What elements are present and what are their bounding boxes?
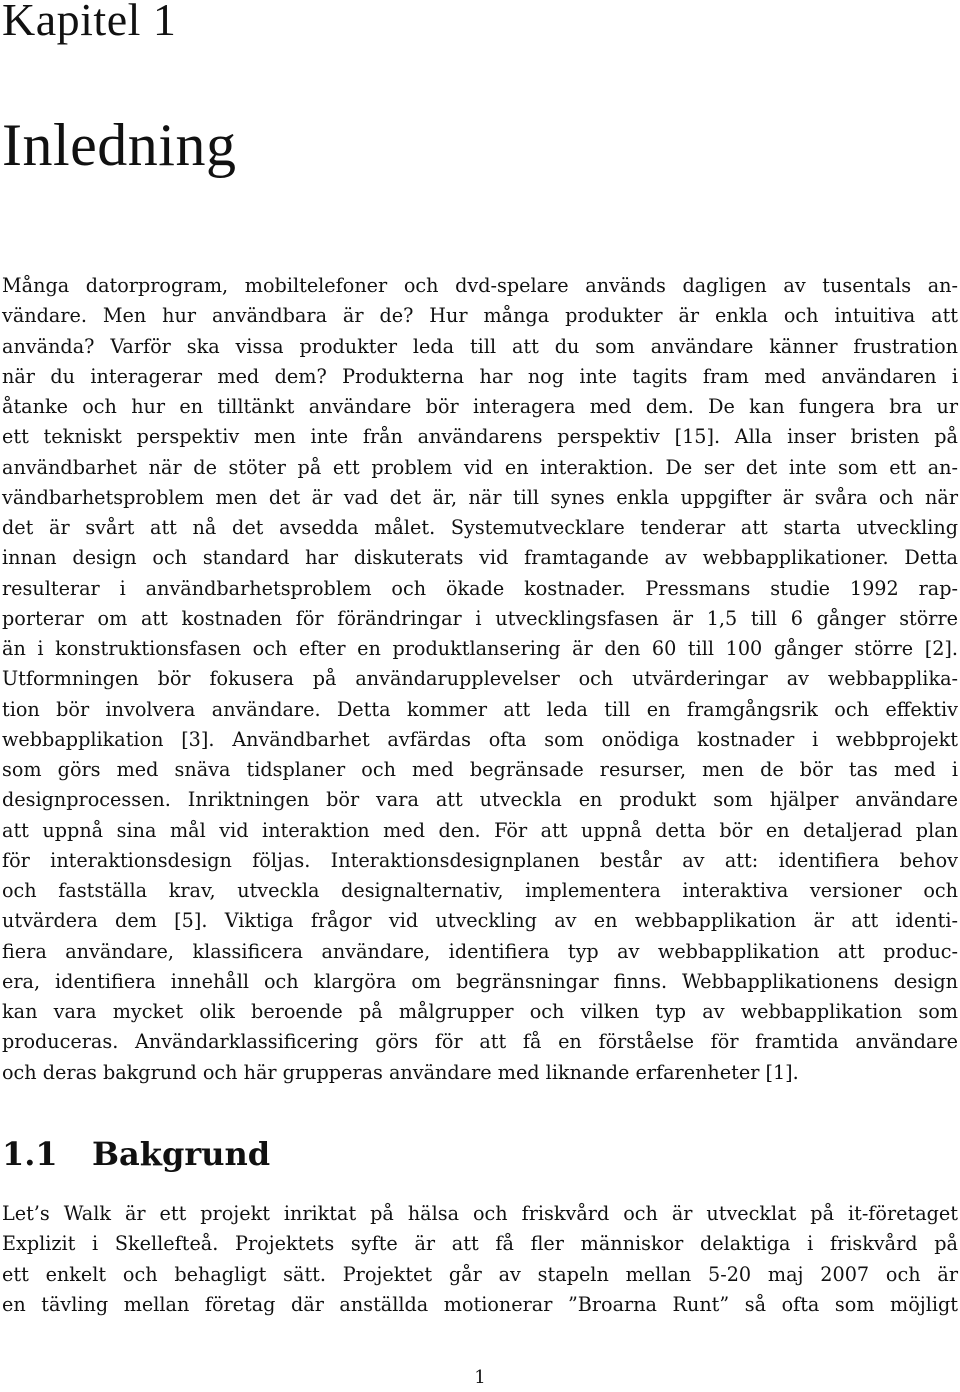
- text-line: vändare. Men hur användbara är de? Hur många produkter är enkla och intuitiva att: [2, 304, 958, 328]
- text-line: för interaktionsdesign följas. Interaktionsdesignplanen består av att: identifiera behov: [2, 848, 958, 872]
- text-line: en tävling mellan företag där anställda motionerar ”Broarna Runt” så ofta som möjligt: [2, 1292, 958, 1316]
- section-heading: [2, 1132, 270, 1176]
- text-line: designprocessen. Inriktningen bör vara att utveckla en produkt som hjälper användare: [2, 788, 958, 812]
- text-line: tion bör involvera användare. Detta kommer att leda till en framgångsrik och effektiv: [2, 697, 958, 721]
- chapter-title: Inledning: [2, 112, 237, 178]
- text-line: åtanke och hur en tilltänkt användare bör interagera med dem. De kan fungera bra ur: [2, 395, 958, 418]
- text-line: Let’s Walk är ett projekt inriktat på hälsa och friskvård och är utvecklat på it-företaget: [2, 1202, 958, 1225]
- text-line: kan vara mycket olik beroende på målgrupper och vilken typ av webbapplikation som: [2, 1000, 958, 1023]
- text-line: det är svårt att nå det avsedda målet. Systemutvecklare tenderar att starta utveckling: [2, 516, 958, 539]
- background-paragraph: [2, 1199, 958, 1320]
- text-line: webbapplikation [3]. Användbarhet avfärdas ofta som onödiga kostnader i webbprojekt: [2, 727, 958, 751]
- section-number: 1.1: [2, 1135, 58, 1173]
- text-line: produceras. Användarklassificering görs för att få en förståelse för framtida användare: [2, 1030, 958, 1054]
- text-line: vändbarhetsproblem men det är vad det är, när till synes enkla uppgifter är svåra och när: [2, 485, 958, 509]
- intro-paragraph: [2, 271, 958, 1088]
- text-line: Många datorprogram, mobiltelefoner och dvd-spelare används dagligen av tusentals an-: [2, 274, 958, 297]
- text-line: fiera användare, klassificera användare, identifiera typ av webbapplikation att produc-: [2, 939, 958, 963]
- text-line: användbarhet när de stöter på ett problem vid en interaktion. De ser det inte som ett an-: [2, 455, 958, 479]
- text-line: era, identifiera innehåll och klargöra om begränsningar finns. Webbapplikationens design: [2, 969, 958, 993]
- text-line: ett enkelt och behagligt sätt. Projektet går av stapeln mellan 5-20 maj 2007 och är: [2, 1262, 958, 1286]
- text-line: använda? Varför ska vissa produkter leda till att du som användare känner frustration: [2, 334, 958, 358]
- text-line: och fastställa krav, utveckla designalternativ, implementera interaktiva versioner och: [2, 879, 958, 902]
- text-line: innan design och standard har diskuterats vid framtagande av webbapplikationer. Detta: [2, 546, 958, 570]
- text-line: porterar om att kostnaden för förändringar i utvecklingsfasen är 1,5 till 6 gånger större: [2, 606, 958, 630]
- text-line: resulterar i användbarhetsproblem och ökade kostnader. Pressmans studie 1992 rap-: [2, 576, 958, 600]
- text-line: när du interagerar med dem? Produkterna har nog inte tagits fram med användaren i: [2, 364, 958, 388]
- chapter-label: Kapitel 1: [2, 0, 177, 45]
- text-line: än i konstruktionsfasen och efter en produktlansering är den 60 till 100 gånger större [2].: [2, 637, 958, 660]
- section-title: Bakgrund: [92, 1135, 271, 1173]
- text-line: Utformningen bör fokusera på användarupplevelser och utvärderingar av webbapplika-: [2, 667, 958, 691]
- page-number: 1: [474, 1367, 486, 1388]
- text-line: utvärdera dem [5]. Viktiga frågor vid utveckling av en webbapplikation är att identi-: [2, 909, 958, 933]
- text-line: Explizit i Skellefteå. Projektets syfte är att få fler människor delaktiga i friskvård på: [2, 1232, 958, 1256]
- text-line: som görs med snäva tidsplaner och med begränsade resurser, men de bör tas med i: [2, 758, 958, 781]
- text-line: och deras bakgrund och här grupperas användare med liknande erfarenheter [1].: [2, 1060, 799, 1084]
- text-line: att uppnå sina mål vid interaktion med den. För att uppnå detta bör en detaljerad plan: [2, 818, 958, 842]
- text-line: ett tekniskt perspektiv men inte från användarens perspektiv [15]. Alla inser bristen på: [2, 425, 958, 449]
